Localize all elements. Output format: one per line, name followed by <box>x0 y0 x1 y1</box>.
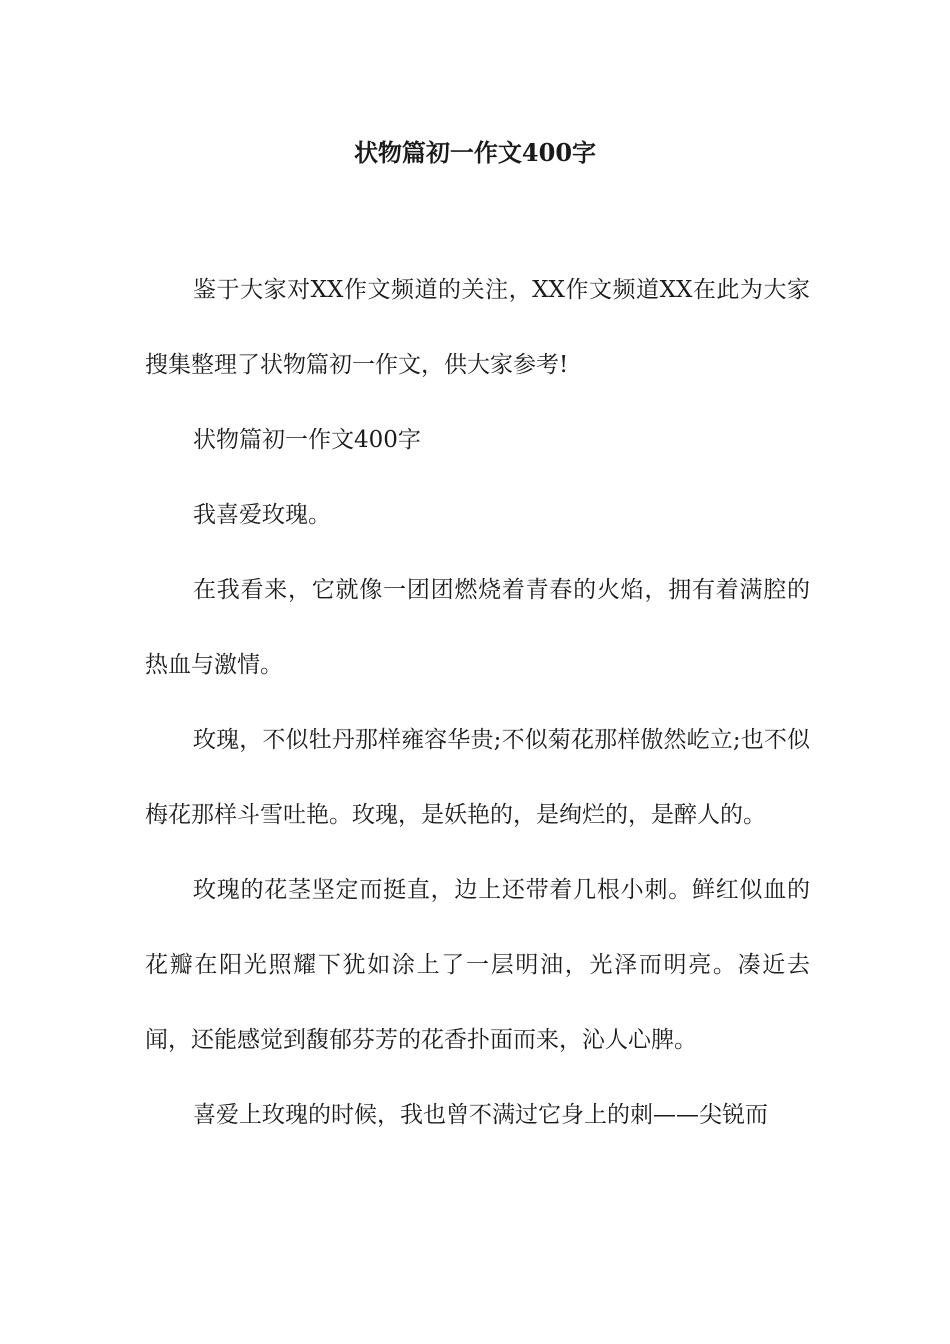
paragraph-description: 玫瑰的花茎坚定而挺直，边上还带着几根小刺。鲜红似血的花瓣在阳光照耀下犹如涂上了一层明油，光泽而明亮。凑近去闻，还能感觉到馥郁芬芳的花香扑面而来，沁人心脾。 <box>145 877 810 1053</box>
paragraph-intro: 鉴于大家对XX作文频道的关注，XX作文频道XX在此为大家搜集整理了状物篇初一作文，供大家参考! <box>145 277 810 378</box>
paragraph-love-rose: 我喜爱玫瑰。 <box>193 502 331 528</box>
paragraph-subtitle: 状物篇初一作文400字 <box>193 427 421 453</box>
document-title: 状物篇初一作文400字 <box>353 138 597 167</box>
paragraph-thorns: 喜爱上玫瑰的时候，我也曾不满过它身上的刺——尖锐而 <box>193 1102 768 1128</box>
paragraph-comparison: 玫瑰，不似牡丹那样雍容华贵;不似菊花那样傲然屹立;也不似梅花那样斗雪吐艳。玫瑰，是妖艳的，是绚烂的，是醉人的。 <box>145 727 810 828</box>
document-body <box>145 253 810 1153</box>
paragraph-flame: 在我看来，它就像一团团燃烧着青春的火焰，拥有着满腔的热血与激情。 <box>145 577 810 678</box>
